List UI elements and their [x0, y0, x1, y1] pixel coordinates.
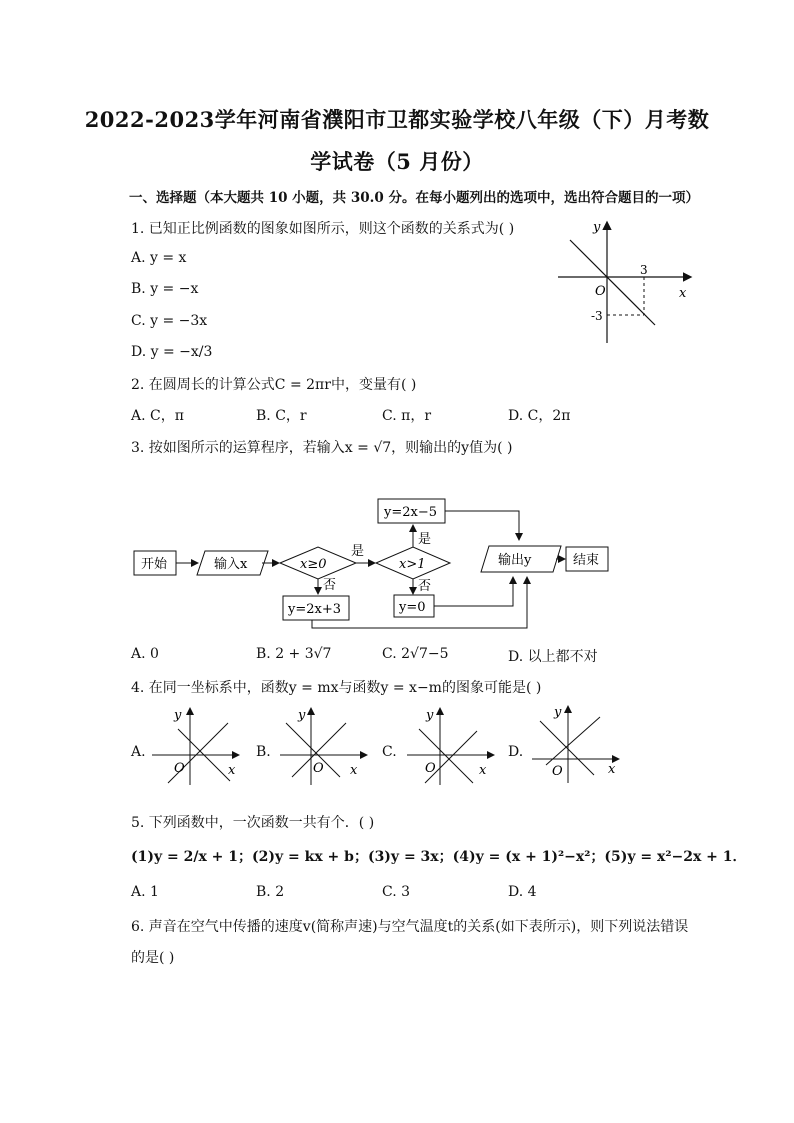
flow-start-label: 开始: [141, 557, 168, 572]
q4-a-y: y: [174, 708, 182, 723]
q1-stem: 1. 已知正比例函数的图象如图所示，则这个函数的关系式为( ): [131, 221, 515, 237]
q1-x-tick: 3: [640, 263, 648, 277]
q5-option-b: B. 2: [256, 884, 285, 900]
flow-cond1-label: x≥0: [300, 557, 327, 572]
q4-a-x: x: [228, 763, 236, 778]
flow-no1-label: 否: [323, 578, 337, 593]
q1-origin-label: O: [595, 284, 606, 299]
flow-yes2-label: 是: [418, 532, 432, 547]
q3-option-b: B. 2 + 3√7: [256, 646, 332, 662]
flow-top-box-label: y=2x−5: [384, 505, 438, 520]
q1-x-label: x: [679, 286, 687, 301]
q5-function-list: (1)y = 2/x + 1；(2)y = kx + b；(3)y = 3x；(4)y = (x + 1)²−x²；(5)y = x²−2x + 1．: [131, 849, 747, 865]
exam-title-line-1: 2022-2023学年河南省濮阳市卫都实验学校八年级（下）月考数: [84, 107, 710, 132]
q4-option-c: C.: [382, 744, 397, 760]
q4-stem: 4. 在同一坐标系中，函数y = mx与函数y = x−m的图象可能是( ): [131, 680, 542, 696]
q4-graph-a: [150, 705, 245, 785]
q4-d-x: x: [608, 762, 616, 777]
q1-graph: [555, 215, 695, 350]
q4-c-o: O: [425, 761, 436, 776]
q4-option-b: B.: [256, 744, 271, 760]
q5-option-d: D. 4: [508, 884, 537, 900]
flow-arrow-7: [434, 577, 513, 606]
q3-flowchart: [0, 490, 794, 640]
q4-graph-d: [530, 703, 625, 783]
q2-option-a: A. C，π: [131, 408, 184, 424]
q5-stem: 5. 下列函数中，一次函数一共有个．( ): [131, 815, 375, 831]
flow-input-label: 输入x: [214, 557, 248, 572]
section-heading: 一、选择题（本大题共 10 小题，共 30.0 分。在每小题列出的选项中，选出符合题目的一项）: [129, 190, 699, 206]
q1-option-a: A. y = x: [131, 250, 187, 266]
flow-yes1-label: 是: [351, 544, 365, 559]
q4-d-y: y: [554, 705, 562, 720]
q4-b-y: y: [298, 708, 306, 723]
q6-stem-line-2: 的是( ): [131, 950, 175, 966]
q4-option-a: A.: [131, 744, 146, 760]
q3-option-a: A. 0: [131, 646, 159, 662]
flow-end-label: 结束: [573, 553, 600, 568]
q4-a-o: O: [174, 761, 185, 776]
q1-option-c: C. y = −3x: [131, 313, 208, 329]
q1-option-b: B. y = −x: [131, 281, 199, 297]
q4-graph-b: [278, 705, 373, 785]
q1-y-tick: -3: [591, 309, 603, 323]
q2-option-d: D. C，2π: [508, 408, 571, 424]
q2-stem: 2. 在圆周长的计算公式C = 2πr中，变量有( ): [131, 377, 417, 393]
q4-c-x: x: [479, 763, 487, 778]
q2-option-b: B. C，r: [256, 408, 307, 424]
q4-graph-c: [405, 705, 500, 785]
flow-cond2-label: x>1: [399, 557, 426, 572]
exam-title-line-2: 学试卷（5 月份）: [310, 149, 484, 174]
q1-function-line: [570, 240, 655, 325]
q3-stem: 3. 按如图所示的运算程序，若输入x = √7，则输出的y值为( ): [131, 440, 513, 456]
q4-b-o: O: [313, 761, 324, 776]
q5-option-a: A. 1: [131, 884, 159, 900]
q1-option-d: D. y = −x/3: [131, 344, 213, 360]
flow-output-label: 输出y: [498, 553, 532, 568]
q2-option-c: C. π，r: [382, 408, 432, 424]
flow-zero-box-label: y=0: [399, 600, 426, 615]
flow-arrow-5: [445, 511, 519, 540]
flow-left-box-label: y=2x+3: [288, 602, 342, 617]
q4-option-d: D.: [508, 744, 524, 760]
flow-no2-label: 否: [418, 579, 432, 594]
q3-option-d: D. 以上都不对: [508, 649, 598, 665]
q4-c-y: y: [426, 708, 434, 723]
q1-y-label: y: [593, 220, 601, 235]
q5-option-c: C. 3: [382, 884, 411, 900]
q4-d-o: O: [552, 764, 563, 779]
q3-option-c: C. 2√7−5: [382, 646, 449, 662]
q4-b-x: x: [350, 763, 358, 778]
q6-stem-line-1: 6. 声音在空气中传播的速度v(简称声速)与空气温度t的关系(如下表所示)，则下列说法错误: [131, 919, 689, 935]
